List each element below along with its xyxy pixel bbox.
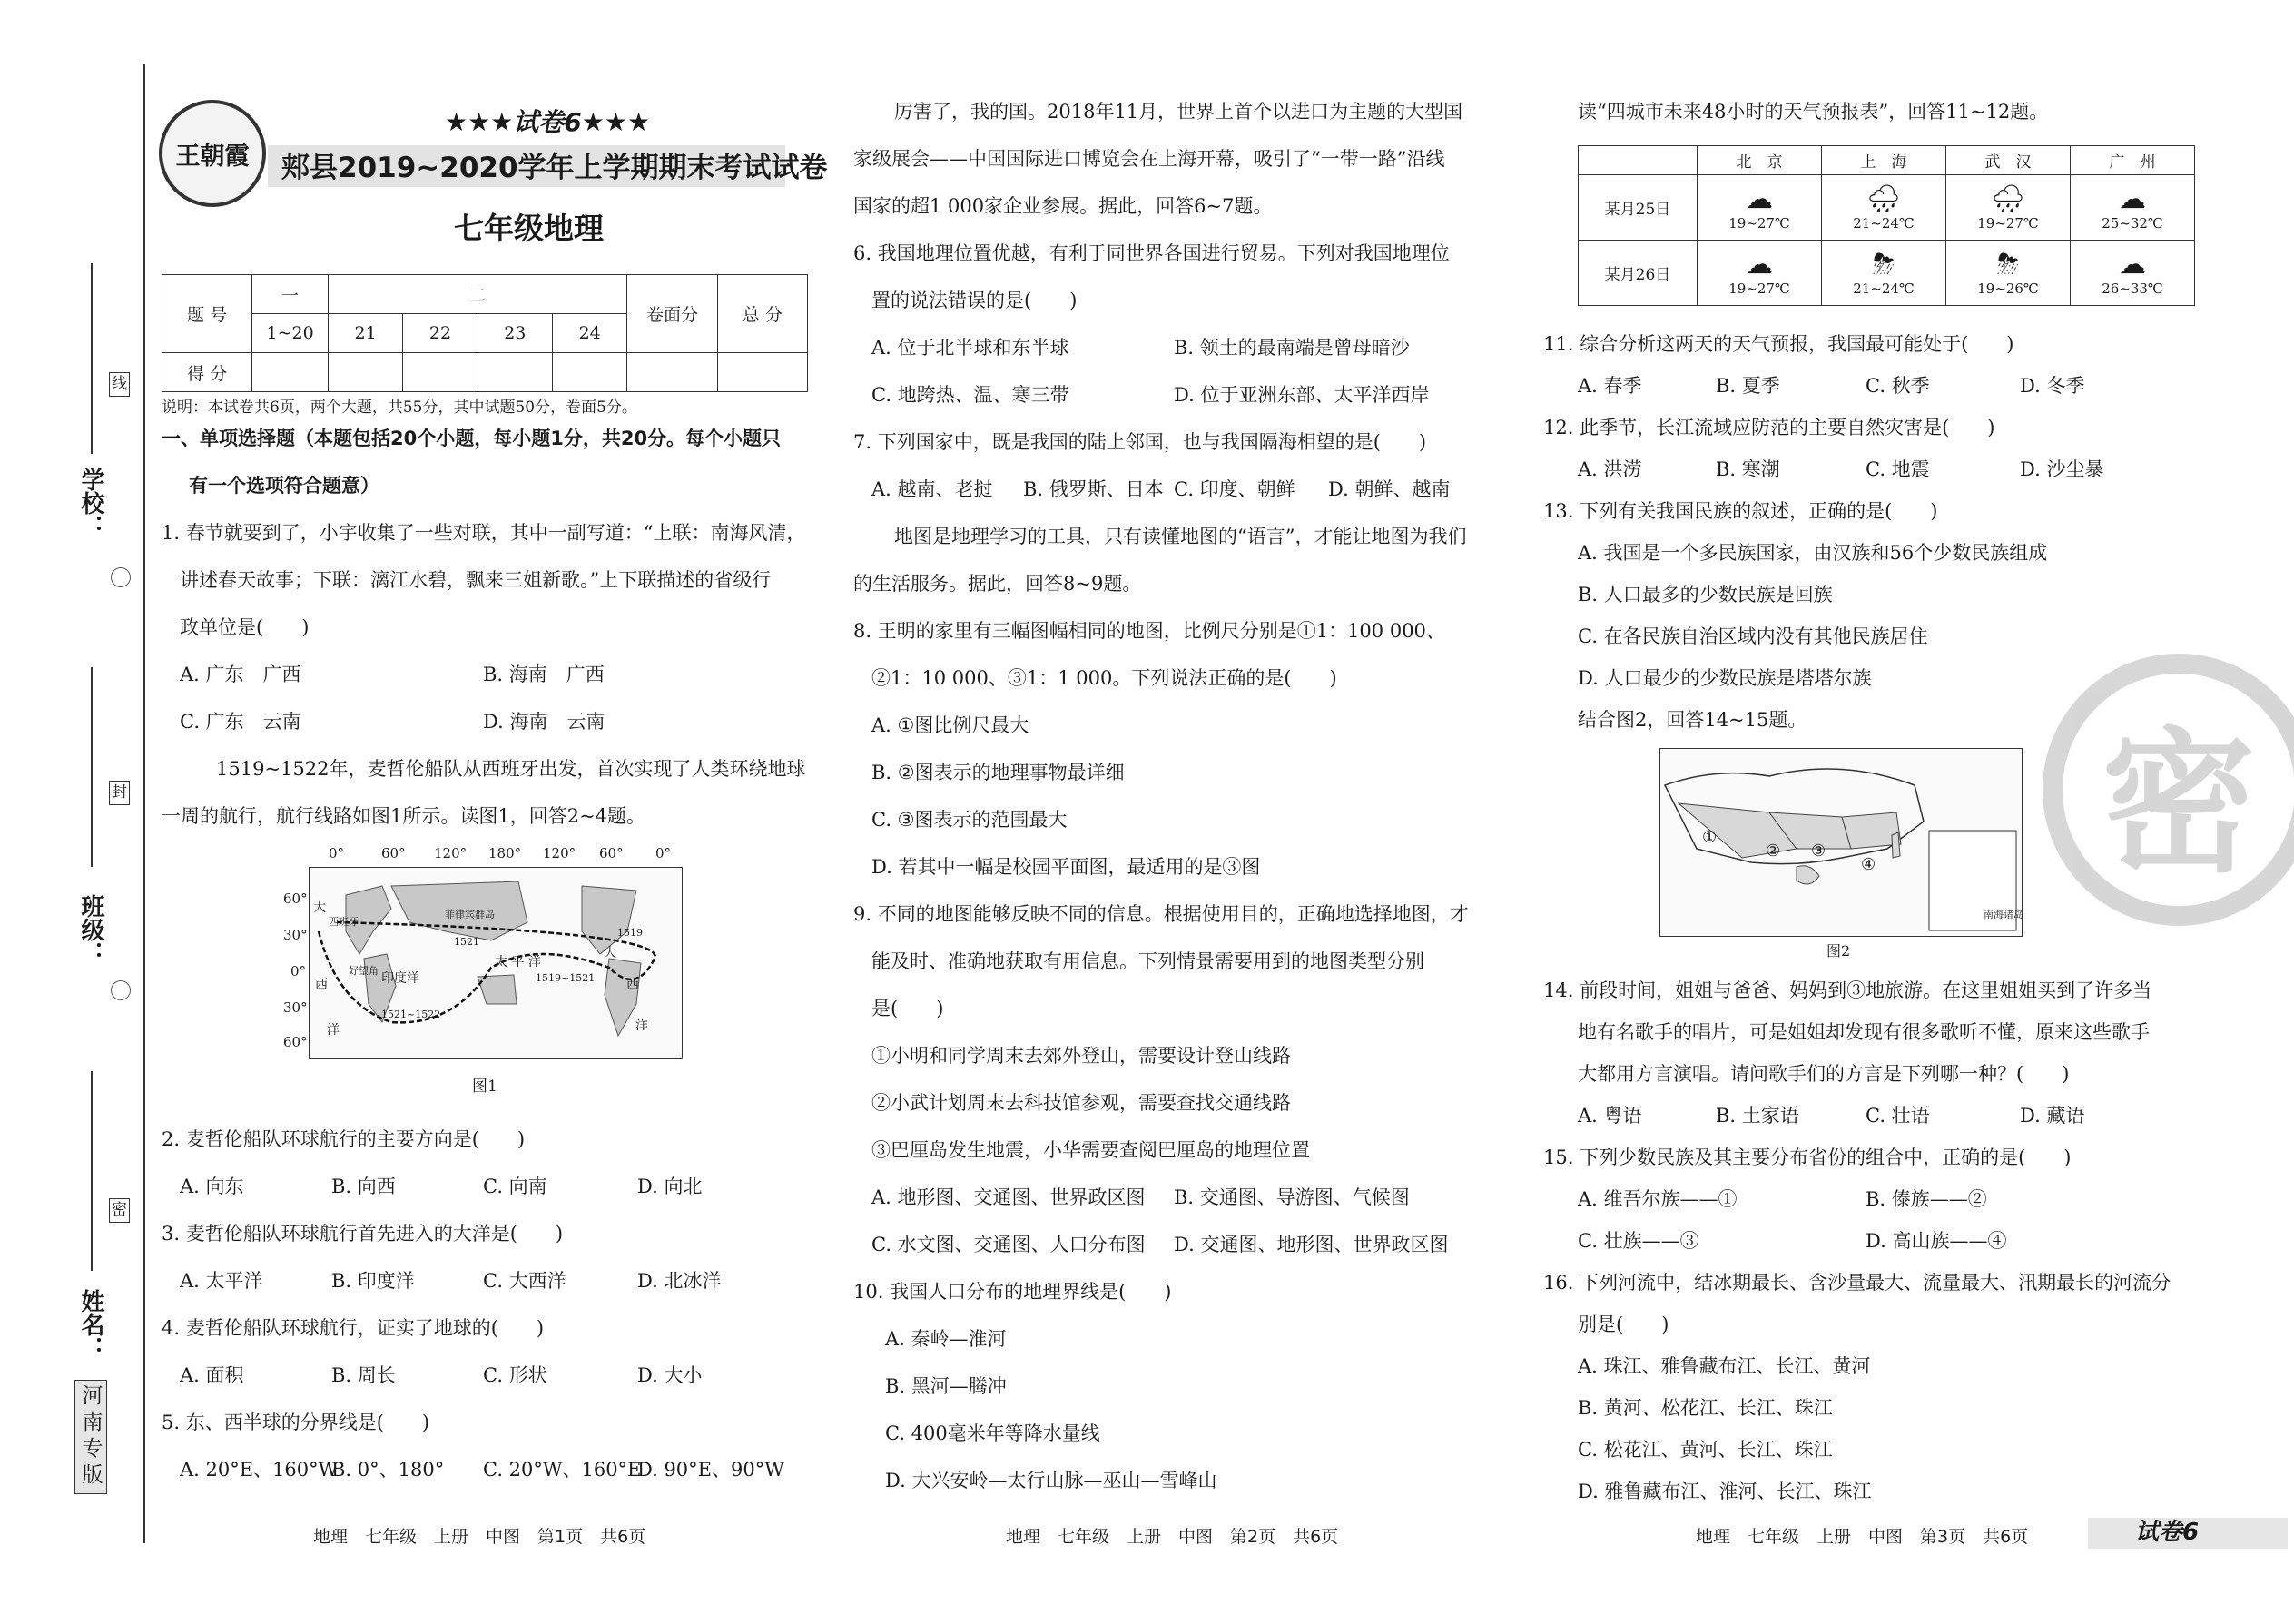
q10-option-b[interactable]: B. 黑河—腾冲: [885, 1375, 1007, 1397]
seal-text: 密: [2101, 714, 2256, 894]
map1-label: 西: [315, 978, 328, 992]
map1-label: 1521: [454, 936, 479, 948]
q6-option-c[interactable]: C. 地跨热、温、寒三带: [871, 384, 1069, 406]
q7-option-d[interactable]: D. 朝鲜、越南: [1328, 478, 1451, 500]
weather-corner: [1579, 146, 1698, 175]
weather-day: 某月26日: [1579, 241, 1698, 306]
cloudy-icon: ☁: [1746, 182, 1773, 215]
map1-lat-tick: 30°: [283, 999, 308, 1016]
passage-magellan: 一周的航行，航行线路如图1所示。读图1，回答2~4题。: [162, 805, 646, 827]
q11-option-c[interactable]: C. 秋季: [1866, 375, 1930, 397]
q15-option-d[interactable]: D. 高山族——④: [1866, 1230, 2007, 1252]
passage-expo: 国家的超1 000家企业参展。据此，回答6~7题。: [853, 195, 1273, 217]
q13-option-c[interactable]: C. 在各民族自治区域内没有其他民族居住: [1578, 625, 1928, 647]
map1-label: 大: [313, 901, 326, 915]
q1-option-a[interactable]: A. 广东 广西: [180, 664, 301, 685]
q5-stem: 5. 东、西半球的分界线是( ): [162, 1412, 430, 1433]
q1-stem: 讲述春天故事；下联：漓江水碧，飘来三姐新歌。”上下联描述的省级行: [180, 569, 772, 591]
score-cell[interactable]: [717, 353, 807, 392]
passage-expo: 厉害了，我的国。2018年11月，世界上首个以进口为主题的大型国: [894, 101, 1463, 123]
weather-temp: 21~24℃: [1853, 280, 1915, 297]
map2-caption: 图2: [1826, 942, 1851, 960]
passage-map: 的生活服务。据此，回答8~9题。: [853, 573, 1142, 595]
q16-option-c[interactable]: C. 松花江、黄河、长江、珠江: [1578, 1439, 1833, 1461]
q11-option-a[interactable]: A. 春季: [1578, 375, 1642, 397]
q9-option-b[interactable]: B. 交通图、导游图、气候图: [1174, 1186, 1410, 1208]
weather-city: 北 京: [1698, 146, 1822, 175]
map1-tick: 0°: [329, 845, 345, 861]
map2-mark: ①: [1702, 828, 1718, 847]
map1-tick: 60°: [599, 845, 624, 861]
passage-expo: 家级展会——中国国际进口博览会在上海开幕，吸引了“一带一路”沿线: [853, 148, 1445, 170]
score-col: 22: [403, 314, 478, 353]
q16-stem: 16. 下列河流中，结冰期最长、含沙量最大、流量最大、汛期最长的河流分: [1543, 1272, 2171, 1294]
q14-stem: 大都用方言演唱。请问歌手们的方言是下列哪一种？( ): [1578, 1063, 2070, 1085]
q10-stem: 10. 我国人口分布的地理界线是( ): [853, 1281, 1172, 1303]
map2-mark: ④: [1861, 855, 1876, 874]
q9-option-a[interactable]: A. 地形图、交通图、世界政区图: [871, 1186, 1146, 1208]
map2-mark: ②: [1766, 842, 1781, 861]
map1-label: 1521~1522: [381, 1009, 441, 1020]
score-col: 23: [478, 314, 552, 353]
q7-option-b[interactable]: B. 俄罗斯、日本: [1023, 478, 1164, 500]
q9-option-c[interactable]: C. 水文图、交通图、人口分布图: [871, 1234, 1146, 1255]
q6-option-a[interactable]: A. 位于北半球和东半球: [871, 337, 1069, 359]
q14-option-a[interactable]: A. 粤语: [1578, 1105, 1642, 1127]
heavy-rain-icon: ⛈: [1997, 248, 2019, 281]
dense-mark: 密: [109, 1198, 130, 1223]
q14-stem: 地有名歌手的唱片，可是姐姐却发现有很多歌听不懂，原来这些歌手: [1578, 1021, 2150, 1043]
score-cell[interactable]: [252, 353, 329, 392]
weather-cell: [1698, 241, 1822, 306]
q4-stem: 4. 麦哲伦船队环球航行，证实了地球的( ): [162, 1317, 545, 1339]
q1-stem: 1. 春节就要到了，小宇收集了一些对联，其中一副写道：“上联：南海风清，: [162, 522, 806, 544]
q8-option-d[interactable]: D. 若其中一幅是校园平面图，最适用的是③图: [871, 856, 1261, 878]
q8-stem: 8. 王明的家里有三幅图幅相同的地图，比例尺分别是①1：100 000、: [853, 620, 1445, 642]
q7-stem: 7. 下列国家中，既是我国的陆上邻国，也与我国隔海相望的是( ): [853, 431, 1427, 453]
map1-tick: 180°: [488, 845, 522, 861]
map2-inset-label: 南海诸岛: [1984, 909, 2023, 920]
q16-option-d[interactable]: D. 雅鲁藏布江、淮河、长江、珠江: [1578, 1481, 1872, 1502]
region-label: 河南专版: [78, 1384, 103, 1490]
q7-option-c[interactable]: C. 印度、朝鲜: [1174, 478, 1295, 500]
q2-option-c[interactable]: C. 向南: [483, 1176, 547, 1197]
score-header-paper: 卷面分: [627, 275, 717, 353]
q12-option-b[interactable]: B. 寒潮: [1716, 458, 1780, 480]
score-col: 1~20: [252, 314, 329, 353]
map1-tick: 60°: [381, 845, 406, 861]
weather-cell: [1946, 241, 2071, 306]
school-label: 学校：: [77, 468, 104, 538]
q5-option-a[interactable]: A. 20°E、160°W: [180, 1459, 339, 1481]
q14-option-c[interactable]: C. 壮语: [1866, 1105, 1930, 1127]
q12-option-a[interactable]: A. 洪涝: [1578, 458, 1642, 480]
score-cell[interactable]: [478, 353, 552, 392]
binding-line: [143, 64, 145, 1543]
q9-stem: 是( ): [871, 998, 944, 1019]
class-label: 班级：: [77, 894, 104, 965]
map1-label: 1519: [617, 927, 643, 939]
light-rain-icon: 🌧: [1990, 182, 2026, 215]
score-row-label: 得 分: [162, 353, 252, 392]
q2-option-b[interactable]: B. 向西: [331, 1176, 396, 1197]
q14-option-d[interactable]: D. 藏语: [2020, 1105, 2085, 1127]
q3-option-c[interactable]: C. 大西洋: [483, 1270, 566, 1292]
island-shape: [1892, 832, 1900, 858]
series-label: ★★★试卷6★★★: [445, 107, 651, 137]
seal-mark: 封: [109, 781, 130, 805]
q9-scenario: ③巴厘岛发生地震，小华需要查阅巴厘岛的地理位置: [871, 1139, 1310, 1161]
q3-option-b[interactable]: B. 印度洋: [331, 1270, 415, 1292]
cloudy-icon: ☁: [1746, 248, 1773, 281]
weather-cell: [1822, 175, 1946, 241]
section1-heading: 一、单项选择题（本题包括20个小题，每小题1分，共20分。每个小题只: [162, 428, 782, 449]
weather-day: 某月25日: [1579, 175, 1698, 241]
map1-lat-tick: 0°: [290, 963, 307, 979]
score-header-part1: 一: [252, 275, 329, 314]
q4-option-b[interactable]: B. 周长: [331, 1364, 396, 1386]
score-col: 24: [553, 314, 627, 353]
q16-option-a[interactable]: A. 珠江、雅鲁藏布江、长江、黄河: [1578, 1355, 1871, 1377]
q11-option-b[interactable]: B. 夏季: [1716, 375, 1780, 397]
q13-stem: 13. 下列有关我国民族的叙述，正确的是( ): [1543, 500, 1938, 522]
q9-stem: 9. 不同的地图能够反映不同的信息。根据使用目的，正确地选择地图，才: [853, 903, 1469, 925]
logo-text: 王朝霞: [175, 142, 250, 171]
q4-option-a[interactable]: A. 面积: [180, 1364, 244, 1386]
q11-option-d[interactable]: D. 冬季: [2020, 375, 2085, 397]
map1-label: 西: [626, 978, 639, 992]
q12-stem: 12. 此季节，长江流域应防范的主要自然灾害是( ): [1543, 417, 1995, 438]
light-rain-icon: 🌧: [1866, 182, 1902, 215]
q3-stem: 3. 麦哲伦船队环球航行首先进入的大洋是( ): [162, 1223, 564, 1245]
q6-stem: 置的说法错误的是( ): [871, 290, 1078, 311]
line-mark: 线: [109, 372, 130, 397]
q6-option-d[interactable]: D. 位于亚洲东部、太平洋西岸: [1174, 384, 1430, 406]
weather-city: 武 汉: [1946, 146, 2071, 175]
map2-mark: ③: [1811, 842, 1826, 861]
class-underline: [91, 667, 93, 867]
q12-option-d[interactable]: D. 沙尘暴: [2020, 458, 2104, 480]
cloudy-icon: ☁: [2119, 248, 2146, 281]
weather-temp: 21~24℃: [1853, 214, 1915, 231]
weather-temp: 19~26℃: [1977, 280, 2039, 297]
weather-cell: [1822, 241, 1946, 306]
q1-stem: 政单位是( ): [180, 616, 310, 638]
q16-stem: 别是( ): [1578, 1314, 1669, 1335]
fig2-intro: 结合图2，回答14~15题。: [1578, 709, 1807, 731]
q15-option-c[interactable]: C. 壮族——③: [1578, 1230, 1699, 1252]
logo: [159, 100, 266, 207]
q15-stem: 15. 下列少数民族及其主要分布省份的组合中，正确的是( ): [1543, 1147, 2072, 1168]
q15-option-b[interactable]: B. 傣族——②: [1866, 1188, 1987, 1210]
footer-page3: 地理 七年级 上册 中图 第3页 共6页: [1696, 1527, 2029, 1547]
q1-option-c[interactable]: C. 广东 云南: [180, 711, 301, 733]
score-header-total: 总 分: [717, 275, 807, 353]
exam-title: 郏县2019~2020学年上学期期末考试试卷: [281, 152, 828, 184]
map1-label: 洋: [327, 1023, 340, 1038]
map1-label: 好望角: [349, 965, 379, 977]
weather-city: 上 海: [1822, 146, 1946, 175]
map1-lat-tick: 60°: [283, 891, 308, 907]
confidential-seal: [2043, 654, 2294, 926]
heavy-rain-icon: ⛈: [1873, 248, 1895, 281]
q5-option-c[interactable]: C. 20°W、160°E: [483, 1459, 642, 1481]
q13-option-a[interactable]: A. 我国是一个多民族国家，由汉族和56个少数民族组成: [1578, 542, 2048, 564]
passage-magellan: 1519~1522年，麦哲伦船队从西班牙出发，首次实现了人类环绕地球: [216, 758, 806, 780]
weather-temp: 19~27℃: [1728, 214, 1790, 231]
weather-intro: 读“四城市未来48小时的天气预报表”，回答11~12题。: [1578, 101, 2049, 123]
cloudy-icon: ☁: [2119, 182, 2146, 215]
q4-option-c[interactable]: C. 形状: [483, 1364, 547, 1386]
score-cell[interactable]: [328, 353, 402, 392]
school-underline: [91, 263, 93, 454]
q7-option-a[interactable]: A. 越南、老挝: [871, 478, 993, 500]
q9-option-d[interactable]: D. 交通图、地形图、世界政区图: [1174, 1234, 1449, 1255]
score-cell[interactable]: [403, 353, 478, 392]
score-col: 21: [328, 314, 402, 353]
section1-heading-cont: 有一个选项符合题意）: [189, 475, 379, 497]
q11-stem: 11. 综合分析这两天的天气预报，我国最可能处于( ): [1543, 333, 2014, 355]
name-label: 姓名：: [77, 1289, 104, 1360]
q13-option-d[interactable]: D. 人口最少的少数民族是塔塔尔族: [1578, 667, 1872, 689]
score-header-no: 题 号: [162, 275, 252, 353]
q8-option-a[interactable]: A. ①图比例尺最大: [871, 714, 1029, 736]
exam-note: 说明：本试卷共6页，两个大题，共55分，其中试题50分，卷面5分。: [162, 399, 637, 417]
map1-label: 大: [604, 946, 616, 960]
binding-hole-icon: [111, 567, 131, 587]
q6-option-b[interactable]: B. 领土的最南端是曾母暗沙: [1174, 337, 1410, 359]
weather-cell: [2071, 175, 2195, 241]
q12-option-c[interactable]: C. 地震: [1866, 458, 1930, 480]
map1-lat-tick: 60°: [283, 1034, 308, 1050]
q8-option-c[interactable]: C. ③图表示的范围最大: [871, 809, 1068, 831]
q8-stem: ②1：10 000、③1：1 000。下列说法正确的是( ): [871, 667, 1337, 689]
score-table: [162, 274, 808, 392]
q8-option-b[interactable]: B. ②图表示的地理事物最详细: [871, 762, 1125, 783]
weather-temp: 26~33℃: [2102, 280, 2163, 297]
q1-option-d[interactable]: D. 海南 云南: [483, 711, 605, 733]
weather-cell: [2071, 241, 2195, 306]
map1-tick: 120°: [543, 845, 576, 861]
footer-page2: 地理 七年级 上册 中图 第2页 共6页: [1006, 1527, 1339, 1547]
weather-cell: [1698, 175, 1822, 241]
map1-tick: 120°: [434, 845, 468, 861]
q16-option-b[interactable]: B. 黄河、松花江、长江、珠江: [1578, 1397, 1833, 1419]
continent-shape: [478, 975, 517, 1004]
island-shape: [1797, 866, 1819, 884]
q10-option-d[interactable]: D. 大兴安岭—太行山脉—巫山—雪峰山: [885, 1470, 1217, 1491]
q4-option-d[interactable]: D. 大小: [637, 1364, 703, 1386]
score-cell[interactable]: [553, 353, 627, 392]
q10-option-a[interactable]: A. 秦岭—淮河: [885, 1328, 1007, 1350]
map1-tick: 0°: [655, 845, 672, 861]
weather-city: 广 州: [2071, 146, 2195, 175]
map1-label: 太 平 洋: [495, 955, 541, 969]
map1-lat-tick: 30°: [283, 927, 308, 943]
map1-label: 菲律宾群岛: [445, 909, 495, 920]
q14-option-b[interactable]: B. 土家语: [1716, 1105, 1799, 1127]
q15-option-a[interactable]: A. 维吾尔族——①: [1578, 1188, 1738, 1210]
map1-label: 西班牙: [329, 916, 359, 928]
footer-badge-text: 试卷6: [2135, 1519, 2200, 1546]
weather-table: [1578, 145, 2195, 306]
score-cell[interactable]: [627, 353, 717, 392]
q13-option-b[interactable]: B. 人口最多的少数民族是回族: [1578, 584, 1833, 605]
map1-label: 印度洋: [381, 971, 419, 986]
q14-stem: 14. 前段时间，姐姐与爸爸、妈妈到③地旅游。在这里姐姐买到了许多当: [1543, 979, 2152, 1001]
weather-temp: 19~27℃: [1728, 280, 1790, 297]
q9-scenario: ①小明和同学周末去郊外登山，需要设计登山线路: [871, 1045, 1291, 1067]
map1-label: 1519~1521: [536, 972, 596, 984]
q5-option-b[interactable]: B. 0°、180°: [331, 1459, 445, 1481]
q3-option-a[interactable]: A. 太平洋: [180, 1270, 263, 1292]
q9-stem: 能及时、准确地获取有用信息。下列情景需要用到的地图类型分别: [871, 950, 1424, 972]
region-badge: [74, 1380, 107, 1494]
subject-title: 七年级地理: [454, 211, 604, 246]
weather-temp: 19~27℃: [1977, 214, 2039, 231]
q2-option-a[interactable]: A. 向东: [180, 1176, 244, 1197]
footer-page1: 地理 七年级 上册 中图 第1页 共6页: [313, 1527, 646, 1547]
binding-hole-icon: [111, 980, 131, 1000]
score-header-part2: 二: [328, 275, 626, 314]
q2-stem: 2. 麦哲伦船队环球航行的主要方向是( ): [162, 1128, 526, 1150]
weather-cell: [1946, 175, 2071, 241]
weather-temp: 25~32℃: [2102, 214, 2163, 231]
passage-map: 地图是地理学习的工具，只有读懂地图的“语言”，才能让地图为我们: [894, 526, 1467, 547]
q5-option-d[interactable]: D. 90°E、90°W: [637, 1459, 784, 1481]
q6-stem: 6. 我国地理位置优越，有利于同世界各国进行贸易。下列对我国地理位: [853, 242, 1450, 264]
name-underline: [91, 1071, 93, 1271]
q10-option-c[interactable]: C. 400毫米年等降水量线: [885, 1422, 1100, 1444]
q9-scenario: ②小武计划周末去科技馆参观，需要查找交通线路: [871, 1092, 1291, 1114]
q3-option-d[interactable]: D. 北冰洋: [637, 1270, 722, 1292]
map1-caption: 图1: [472, 1078, 497, 1096]
q1-option-b[interactable]: B. 海南 广西: [483, 664, 605, 685]
map1-label: 洋: [635, 1019, 648, 1033]
q2-option-d[interactable]: D. 向北: [637, 1176, 703, 1197]
